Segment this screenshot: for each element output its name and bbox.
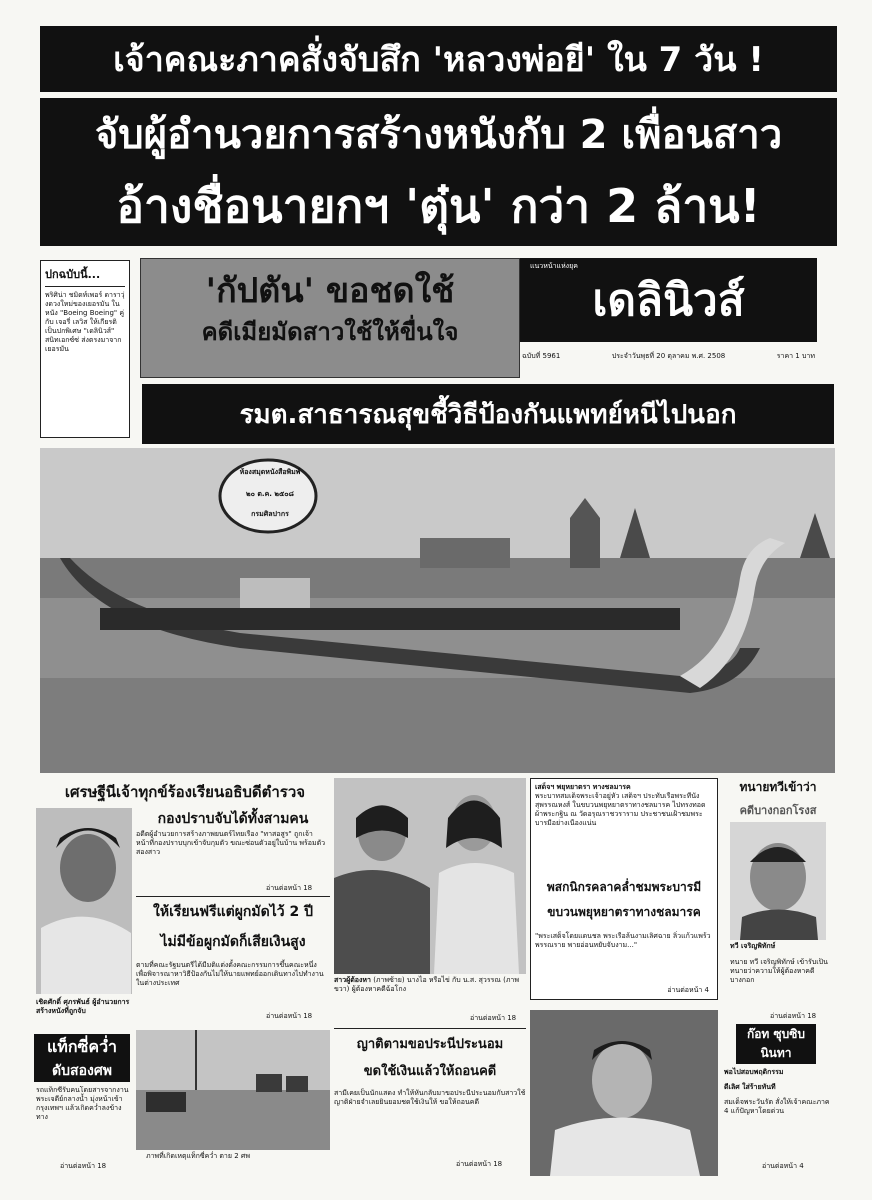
taxi-headline-1: แท็กซี่คว่ำ <box>34 1034 130 1060</box>
barge-stamp-bottom: กรมศิลปากร <box>251 510 289 518</box>
inside-body: พริศิน่า ชมิดท์เพอร์ ดาราวุ่งดวงใหม่ของเยอรมัน ในหนัง "Boeing Boeing" คู่กับ เจอรี่ เลวิส ให้เกียรติเป็นปกพิเศษ "เดลินิวส์" สนิทเอกซ์ซ่ ส่งตรงมาจากเยอรมัน <box>45 291 125 353</box>
left-man-photo <box>36 808 132 994</box>
man-closeup-icon <box>530 1010 718 1176</box>
relative-headline-1: ญาติตามขอประนีประนอม <box>356 1037 504 1052</box>
masthead-info-bar <box>520 346 817 366</box>
inside-title: ปกฉบับนี้... <box>45 265 125 287</box>
study-body: ตามที่คณะรัฐมนตรีได้มีมติแต่งตั้งคณะกรรมการขึ้นคณะหนึ่ง เพื่อพิจารณาหาวิธีป้องกันไม่ให้นายแพทย์ออกเดินทางไปทำงานในต่างประเทศ <box>136 961 324 987</box>
two-women-icon <box>334 778 526 974</box>
women-caption-title: สาวผู้ต้องหา <box>334 976 371 984</box>
women-caption <box>334 976 526 994</box>
man-portrait-icon <box>36 808 132 994</box>
relative-box <box>334 1028 526 1107</box>
study-headline-1: ให้เรียนฟรีแต่ผูกมัดไว้ 2 ปี <box>153 904 313 920</box>
taxi-scene-photo <box>136 1030 330 1150</box>
lawyer-body: ทนาย ทวี เจริญพิทักษ์ เข้ารับเป็นทนายว่าความให้ผู้ต้องหาคดีบางกอก <box>730 958 828 984</box>
captain-headline-2: คดีเมียมัดสาวใช้ให้ขื่นใจ <box>201 318 459 346</box>
taxi-headline-2: ดับสองศพ <box>34 1060 130 1082</box>
lawyer-portrait-icon <box>730 822 826 940</box>
procession-more: อ่านต่อหน้า 4 <box>667 986 709 994</box>
issue-price: ราคา 1 บาท <box>776 351 815 360</box>
rich-body: อดีตผู้อำนวยการสร้างภาพยนตร์ไทยเรื่อง "ทาสอสูร" ถูกเจ้าหน้าที่กองปราบบุกเข้าจับกุมตัว ขณะซ่อนตัวอยู่ในบ้าน พร้อมตัวสองสาว <box>136 830 326 856</box>
taxi-photo-caption: ภาพที่เกิดเหตุแท็กซี่คว่ำ ตาย 2 ศพ <box>146 1152 250 1160</box>
rich-headline-2: กองปราบจับได้ทั้งสามคน <box>157 811 309 827</box>
study-headline-2: ไม่มีข้อผูกมัดก็เสียเงินสูง <box>160 934 306 950</box>
procession-body: พระบาทสมเด็จพระเจ้าอยู่หัว เสด็จฯ ประทับเรือพระที่นั่งสุพรรณหงส์ ในขบวนพยุหยาตราทางชลมารค ไปทรงทอดผ้าพระกฐิน ณ วัดอรุณราชวราราม ประชาชนเฝ้าชมพระบารมีอย่างเนืองแน่น <box>535 792 706 827</box>
captain-headline-1: 'กัปตัน' ขอชดใช้ <box>205 271 455 311</box>
procession-quote: "พระเสด็จโดยแดนชล พระเรือล้นงามเลิศฉาย ลิ่วแก้วแพร้วพรรณราย พายอ่อนหยับจับงาม..." <box>535 932 711 949</box>
road-scene-icon <box>136 1030 330 1150</box>
relative-headline-2: ขดใช้เงินแล้วให้ถอนคดี <box>363 1064 497 1079</box>
rich-headline-1: เศรษฐีนีเจ้าทุกข์ร้องเรียนอธิบดีตำรวจ <box>64 783 306 801</box>
gossip-list <box>724 1068 832 1116</box>
women-photo <box>334 778 526 974</box>
issue-date: ประจำวันพุธที่ 20 ตุลาคม พ.ศ. 2508 <box>611 351 726 360</box>
study-more: อ่านต่อหน้า 18 <box>266 1012 313 1020</box>
gossip-item: สมเด็จพระวันรัต สั่งให้เจ้าคณะภาค 4 แก้ปัญหาโดยด่วน <box>724 1098 830 1115</box>
taxi-body: รถแท็กซี่รับคนโดยสารจากงานพระเจดีย์กลางน้ำ มุ่งหน้าเข้ากรุงเทพฯ แล้วเกิดคว่ำลงข้างทาง <box>36 1086 129 1121</box>
lawyer-photo-caption: ทวี เจริญพิทักษ์ <box>730 942 776 950</box>
gossip-item: พอไปสอบพฤติกรรม <box>724 1068 784 1076</box>
royal-barge-photo <box>40 448 835 773</box>
royal-barge-illustration <box>40 448 835 773</box>
lawyer-headline-2: คดีบางกอกโรงส <box>739 804 817 817</box>
taxi-more: อ่านต่อหน้า 18 <box>60 1162 107 1170</box>
health-headline: รมต.สาธารณสุขชี้วิธีป้องกันแพทย์หนีไปนอก <box>239 399 737 430</box>
masthead-tagline: แนวหน้าแห่งยุค <box>530 262 578 270</box>
top-headline-banner <box>40 26 837 92</box>
gossip-more: อ่านต่อหน้า 4 <box>762 1162 804 1170</box>
man-closeup-photo <box>530 1010 718 1176</box>
relative-body: สามีเคยเป็นนักแสดง ทำให้หันกลับมาขอประนีประนอมกับสาวใช้ ญาติฝ่ายจำเลยยินยอมชดใช้เงินให้ ขอให้ถอนคดี <box>334 1089 526 1106</box>
left-photo-caption: เชิดศักดิ์ ศุภรพันธ์ ผู้อำนวยการสร้างหนังที่ถูกจับ <box>36 998 130 1015</box>
women-caption-body: (ภาพซ้าย) นางไอ หรือไข่ กับ น.ส. สุวรรณ (ภาพขวา) ผู้ต้องหาคดีฉ้อโกง <box>334 976 519 993</box>
procession-headline-1: พสกนิกรคลาคล่ำชมพระบารมี <box>546 880 702 894</box>
masthead-name: เดลินิวส์ <box>592 275 745 326</box>
lawyer-headline-1: ทนายทวีเข้าว่า <box>739 780 817 794</box>
barge-stamp-top: ห้องสมุดหนังสือพิมพ์ <box>239 468 301 476</box>
lawyer-box <box>722 778 834 819</box>
main-headline-line2: อ้างชื่อนายกฯ 'ตุ๋น' กว่า 2 ล้าน! <box>116 178 761 233</box>
masthead-logo-box <box>520 258 817 342</box>
main-headline-banner <box>40 98 837 246</box>
issue-number: ฉบับที่ 5961 <box>522 351 561 360</box>
procession-intro: เสด็จฯ พยุหยาตรา ทางชลมารค <box>535 783 631 791</box>
main-headline-line1: จับผู้อำนวยการสร้างหนังกับ 2 เพื่อนสาว <box>94 112 783 158</box>
rich-more: อ่านต่อหน้า 18 <box>266 884 313 892</box>
barge-stamp-date: ๒๐ ต.ค. ๒๕๐๘ <box>246 490 294 498</box>
gossip-title: ก๊อท ซุบซิบนินทา <box>736 1024 816 1064</box>
lawyer-photo <box>730 822 826 940</box>
procession-headline-2: ขบวนพยุหยาตราทางชลมารค <box>547 905 701 919</box>
relative-more: อ่านต่อหน้า 18 <box>456 1160 503 1168</box>
study-box <box>136 896 330 988</box>
procession-box <box>530 778 718 1000</box>
gossip-item: ดีเลิศ ใส่ร้ายทันที <box>724 1083 776 1091</box>
women-more: อ่านต่อหน้า 18 <box>470 1014 517 1022</box>
lawyer-more: อ่านต่อหน้า 18 <box>770 1012 817 1020</box>
health-headline-banner <box>142 384 834 444</box>
top-headline: เจ้าคณะภาคสั่งจับสึก 'หลวงพ่อยี' ใน 7 วัน ! <box>113 40 764 80</box>
captain-box <box>140 258 520 378</box>
inside-box <box>40 260 130 438</box>
